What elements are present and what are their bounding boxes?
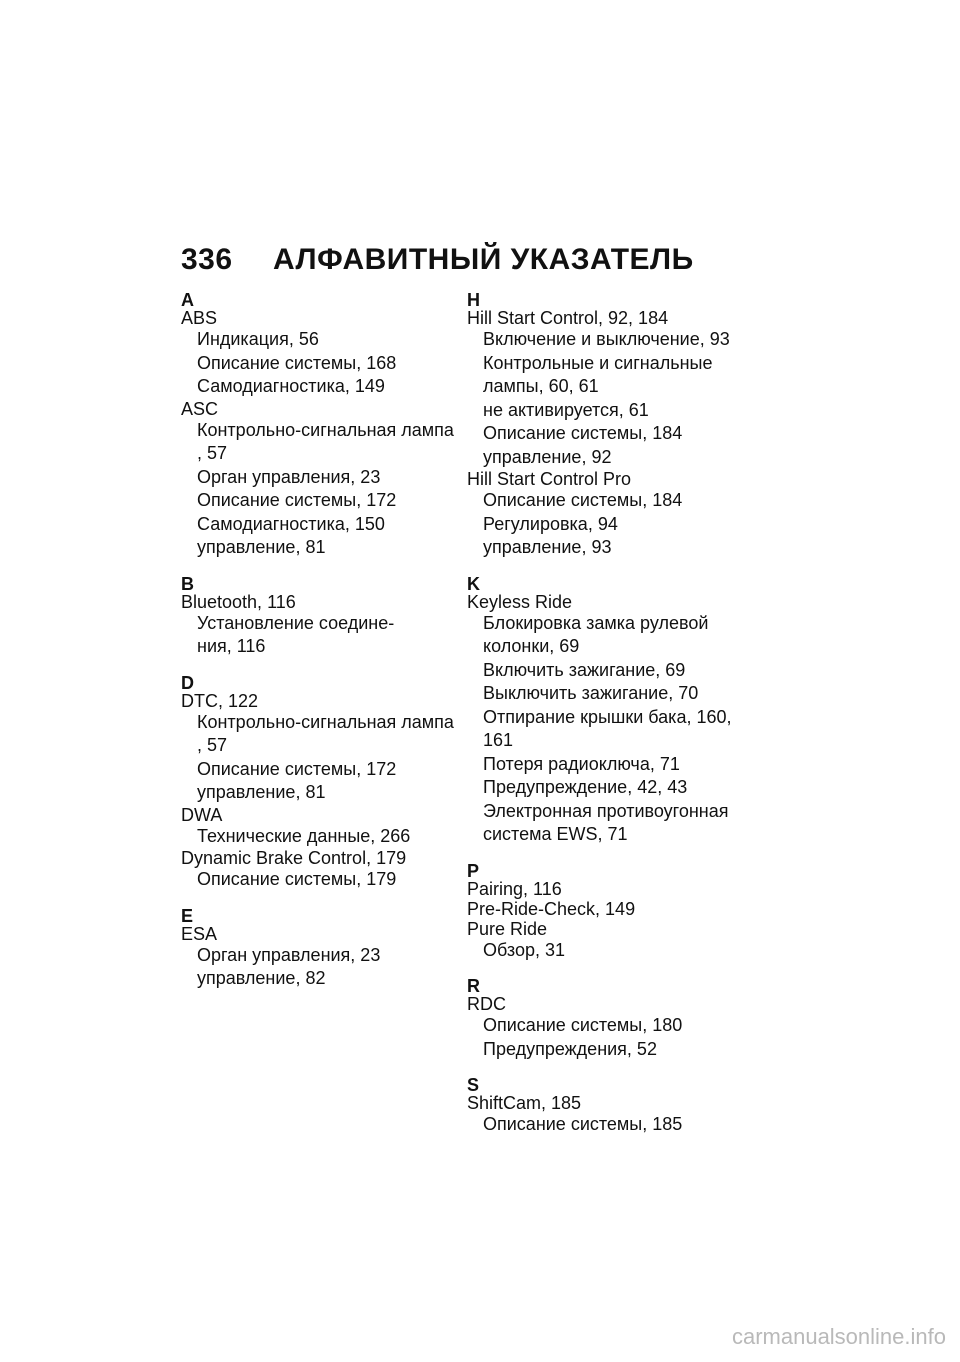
index-letter-heading: H (467, 290, 480, 310)
index-entry (181, 399, 471, 560)
index-subentry: Блокировка замка рулевой (483, 612, 709, 633)
index-subentry: колонки, 69 (483, 636, 580, 656)
index-entry (467, 994, 757, 1061)
index-subentry: Технические данные, 266 (197, 825, 411, 846)
index-subentry: управление, 92 (483, 446, 612, 467)
index-entry (467, 879, 757, 899)
index-subentry: Установление соедине- (197, 612, 395, 633)
index-letter-group (467, 573, 757, 847)
index-subentry: Орган управления, 23 (197, 944, 381, 965)
index-entry-term: Bluetooth, 116 (181, 591, 296, 612)
index-entry (181, 308, 471, 399)
index-subentry: лампы, 60, 61 (483, 376, 599, 396)
index-entry (467, 469, 757, 560)
index-entry-term: DTC, 122 (181, 690, 259, 711)
index-entry (467, 308, 757, 469)
index-subentry: , 57 (197, 443, 228, 463)
index-subentry: 161 (483, 730, 514, 750)
index-subentry: Электронная противоугонная (483, 800, 729, 821)
index-entry (181, 848, 471, 892)
index-entry-term: ShiftCam, 185 (467, 1093, 582, 1113)
index-subentry: Регулировка, 94 (483, 513, 618, 534)
index-subentry: управление, 82 (197, 968, 326, 988)
index-entry (181, 592, 471, 659)
index-subentry: Контрольные и сигнальные (483, 352, 713, 373)
index-entry (467, 899, 757, 919)
index-entry-term: ABS (181, 308, 218, 328)
index-subentry: ния, 116 (197, 636, 266, 656)
index-entry-term: Keyless Ride (467, 591, 573, 612)
index-letter-group (467, 860, 757, 963)
index-letter-heading: P (467, 860, 480, 881)
index-column-right (467, 292, 757, 1153)
index-entry-term: Hill Start Control, 92, 184 (467, 308, 669, 328)
index-subentry: , 57 (197, 735, 228, 755)
index-column-left (181, 292, 471, 1007)
index-subentry: Описание системы, 185 (483, 1114, 683, 1134)
index-subentry: управление, 93 (483, 537, 612, 557)
index-subentry: Потеря радиоключа, 71 (483, 753, 680, 774)
index-subentry: Контрольно-сигнальная лампа (197, 419, 454, 440)
index-letter-heading: A (181, 290, 194, 310)
index-subentry: Орган управления, 23 (197, 466, 381, 487)
index-subentry: Предупреждения, 52 (483, 1038, 657, 1059)
index-subentry: Описание системы, 172 (197, 490, 397, 510)
index-subentry: не активируется, 61 (483, 399, 649, 420)
index-entry (467, 919, 757, 963)
index-entry (467, 1093, 757, 1137)
page-number: 336 (181, 243, 233, 276)
index-entry-term: DWA (181, 804, 223, 825)
index-letter-heading: K (467, 573, 480, 594)
index-subentry: Предупреждение, 42, 43 (483, 777, 688, 797)
index-subentry: Описание системы, 180 (483, 1015, 683, 1035)
index-entry-term: Pre-Ride-Check, 149 (467, 898, 636, 919)
index-letter-group (467, 1077, 757, 1137)
index-letter-heading: B (181, 573, 194, 594)
index-entry (181, 805, 471, 849)
index-entry-term: Pairing, 116 (467, 878, 562, 899)
index-entry-term: Hill Start Control Pro (467, 469, 632, 489)
index-letter-group (181, 672, 471, 892)
index-letter-group (181, 292, 471, 560)
index-subentry: Отпирание крышки бака, 160, (483, 706, 732, 727)
index-letter-heading: D (181, 672, 194, 693)
index-entry (467, 592, 757, 847)
index-subentry: система EWS, 71 (483, 824, 628, 844)
index-subentry: Описание системы, 184 (483, 423, 683, 443)
index-subentry: Описание системы, 168 (197, 352, 397, 373)
index-entry-term: RDC (467, 994, 506, 1014)
index-entry (181, 691, 471, 805)
index-subentry: Индикация, 56 (197, 329, 319, 349)
index-entry-term: ASC (181, 398, 219, 419)
index-letter-group (181, 573, 471, 659)
index-letter-heading: E (181, 905, 194, 926)
index-letter-group (467, 978, 757, 1061)
index-letter-group (181, 905, 471, 991)
index-entry-term: Dynamic Brake Control, 179 (181, 848, 407, 868)
index-subentry: Обзор, 31 (483, 939, 566, 960)
index-letter-group (467, 292, 757, 560)
watermark: carmanualsonline.info (731, 1324, 946, 1349)
index-subentry: Описание системы, 184 (483, 490, 683, 510)
index-subentry: Самодиагностика, 150 (197, 513, 385, 534)
index-subentry: управление, 81 (197, 782, 326, 802)
index-letter-heading: R (467, 976, 480, 996)
index-subentry: Описание системы, 179 (197, 869, 397, 889)
index-subentry: управление, 81 (197, 537, 326, 557)
index-subentry: Выключить зажигание, 70 (483, 683, 699, 703)
index-subentry: Включить зажигание, 69 (483, 659, 686, 680)
index-subentry: Самодиагностика, 149 (197, 376, 385, 396)
index-entry (181, 924, 471, 991)
index-subentry: Описание системы, 172 (197, 758, 397, 779)
index-entry-term: Pure Ride (467, 918, 548, 939)
index-entry-term: ESA (181, 923, 218, 944)
page-title: АЛФАВИТНЫЙ УКАЗАТЕЛЬ (273, 243, 694, 276)
index-subentry: Контрольно-сигнальная лампа (197, 711, 454, 732)
page-header (181, 243, 694, 277)
index-letter-heading: S (467, 1075, 480, 1095)
index-subentry: Включение и выключение, 93 (483, 329, 730, 349)
